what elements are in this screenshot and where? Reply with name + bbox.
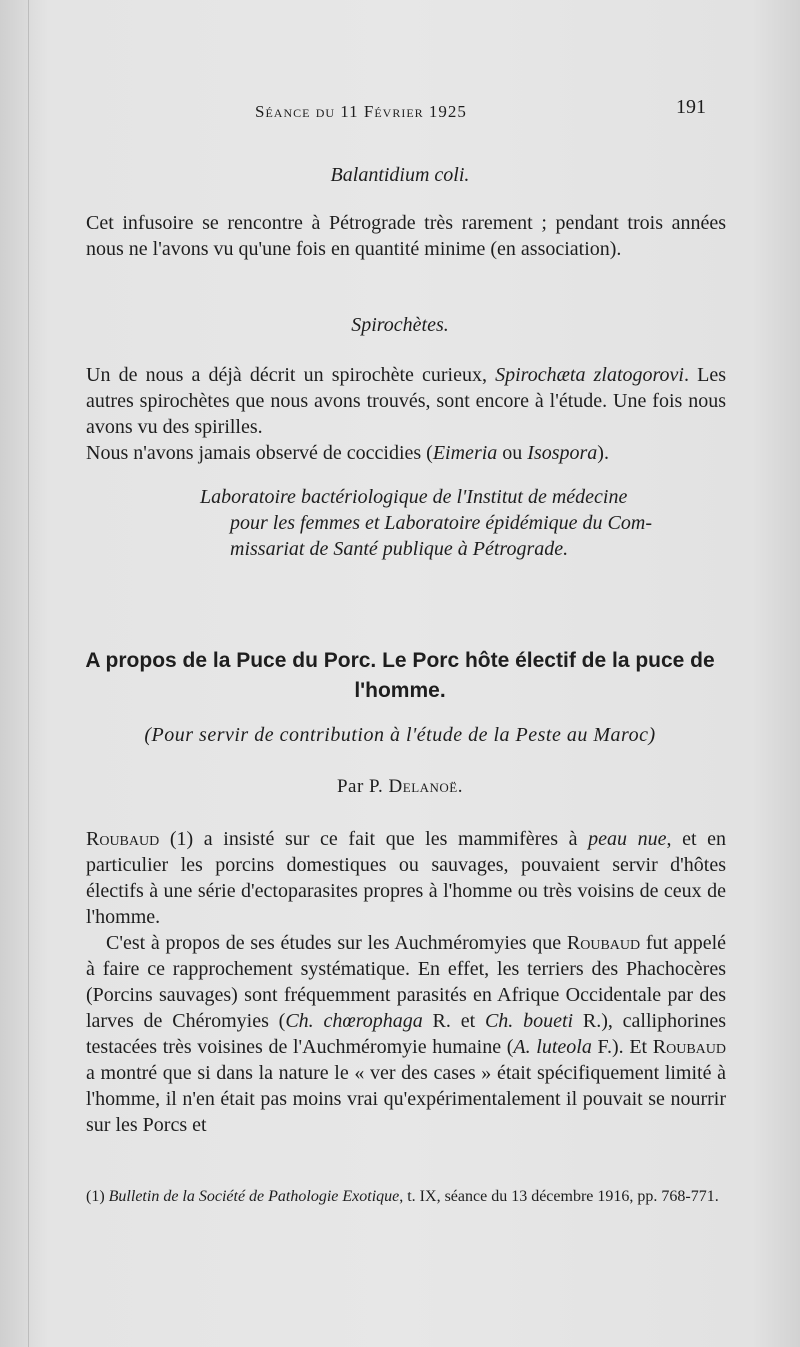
text-span: (1) a insisté sur ce fait que les mammifères à (159, 828, 589, 850)
journal-title: Bulletin de la Société de Pathologie Exotique (108, 1188, 400, 1205)
section-body-balantidium (86, 210, 726, 262)
text-span: ou (497, 442, 528, 464)
running-head-title: Séance du 11 Février 1925 (255, 102, 467, 121)
affiliation-line: missariat de Santé publique à Pétrograde. (230, 538, 569, 560)
running-head (0, 96, 800, 130)
text-span: a montré que si dans la nature le « ver des cases » était spécifiquement limité à l'homme, il n'en était pas moins vrai qu'expérimentalement il pouvait se nourrir sur les Porcs et (86, 1062, 726, 1136)
article-title: A propos de la Puce du Porc. Le Porc hôte électif de la puce de l'homme. (85, 649, 715, 702)
paragraph (86, 362, 726, 440)
section-title-balantidium: Balantidium coli. (330, 164, 470, 186)
paragraph (86, 930, 726, 1138)
article-subtitle: (Pour servir de contribution à l'étude de la Peste au Maroc) (144, 724, 656, 746)
footnote-marker: (1) (86, 1188, 109, 1205)
byline (0, 776, 800, 798)
affiliation-line: pour les femmes et Laboratoire épidémique du Com- (230, 512, 652, 534)
text-span: R. et (422, 1010, 485, 1032)
affiliation-line: Laboratoire bactériologique de l'Institut de médecine (200, 486, 628, 508)
text-span: , t. IX, séance du 13 décembre 1916, pp. 768-771. (399, 1188, 719, 1205)
text-span: Nous n'avons jamais observé de coccidies ( (86, 442, 433, 464)
author-name: Roubaud (652, 1036, 726, 1058)
emphasis: peau nue (588, 828, 667, 850)
author-name: Roubaud (566, 932, 641, 954)
text-span: Un de nous a déjà décrit un spirochète curieux, (86, 364, 496, 386)
text-span: fut appelé à faire ce rapprochement systématique. En effet, les terriers des Phachocères (Porcins sauvages) sont fréquemment parasités en Afrique Occidentale par des larves de Chéromyies ( (86, 932, 727, 1032)
text-span: , et en particulier les porcins domestiques ou sauvages, pouvaient servir d'hôtes électifs à une série d'ectoparasites propres à l'homme ou très voisins de ceux de l'homme. (86, 828, 726, 928)
section-body-spirochetes (86, 362, 726, 466)
species-name: A. luteola (513, 1036, 592, 1058)
text-span: ). (597, 442, 609, 464)
text-span: R.), calliphorines testacées très voisines de l'Auchméromyie humaine ( (86, 1010, 726, 1058)
footnote (86, 1184, 726, 1209)
article-body (86, 826, 726, 1138)
byline-prefix: Par P. (336, 776, 389, 797)
paragraph (86, 826, 726, 930)
page-edge (28, 0, 29, 1347)
author-name: Roubaud (86, 828, 160, 850)
text-span: . Les autres spirochètes que nous avons trouvés, sont encore à l'étude. Une fois nous avons vu des spirilles. (86, 364, 726, 438)
affiliation (200, 484, 720, 562)
species-name: Ch. boueti (484, 1010, 574, 1032)
text-span: F.). Et (591, 1036, 653, 1058)
genus-name: Eimeria (432, 442, 498, 464)
species-name: Spirochæta zlatogorovi (495, 364, 684, 386)
text-span: C'est à propos de ses études sur les Auchméromyies que (106, 932, 567, 954)
genus-name: Isospora (527, 442, 598, 464)
author-name: Delanoë. (388, 776, 463, 797)
species-name: Ch. chœrophaga (285, 1010, 423, 1032)
page-number: 191 (676, 96, 706, 118)
paragraph (86, 440, 726, 466)
paragraph: Cet infusoire se rencontre à Pétrograde très rarement ; pendant trois années nous ne l'avons vu qu'une fois en quantité minime (en association). (86, 212, 726, 260)
section-title-spirochetes: Spirochètes. (351, 314, 449, 336)
